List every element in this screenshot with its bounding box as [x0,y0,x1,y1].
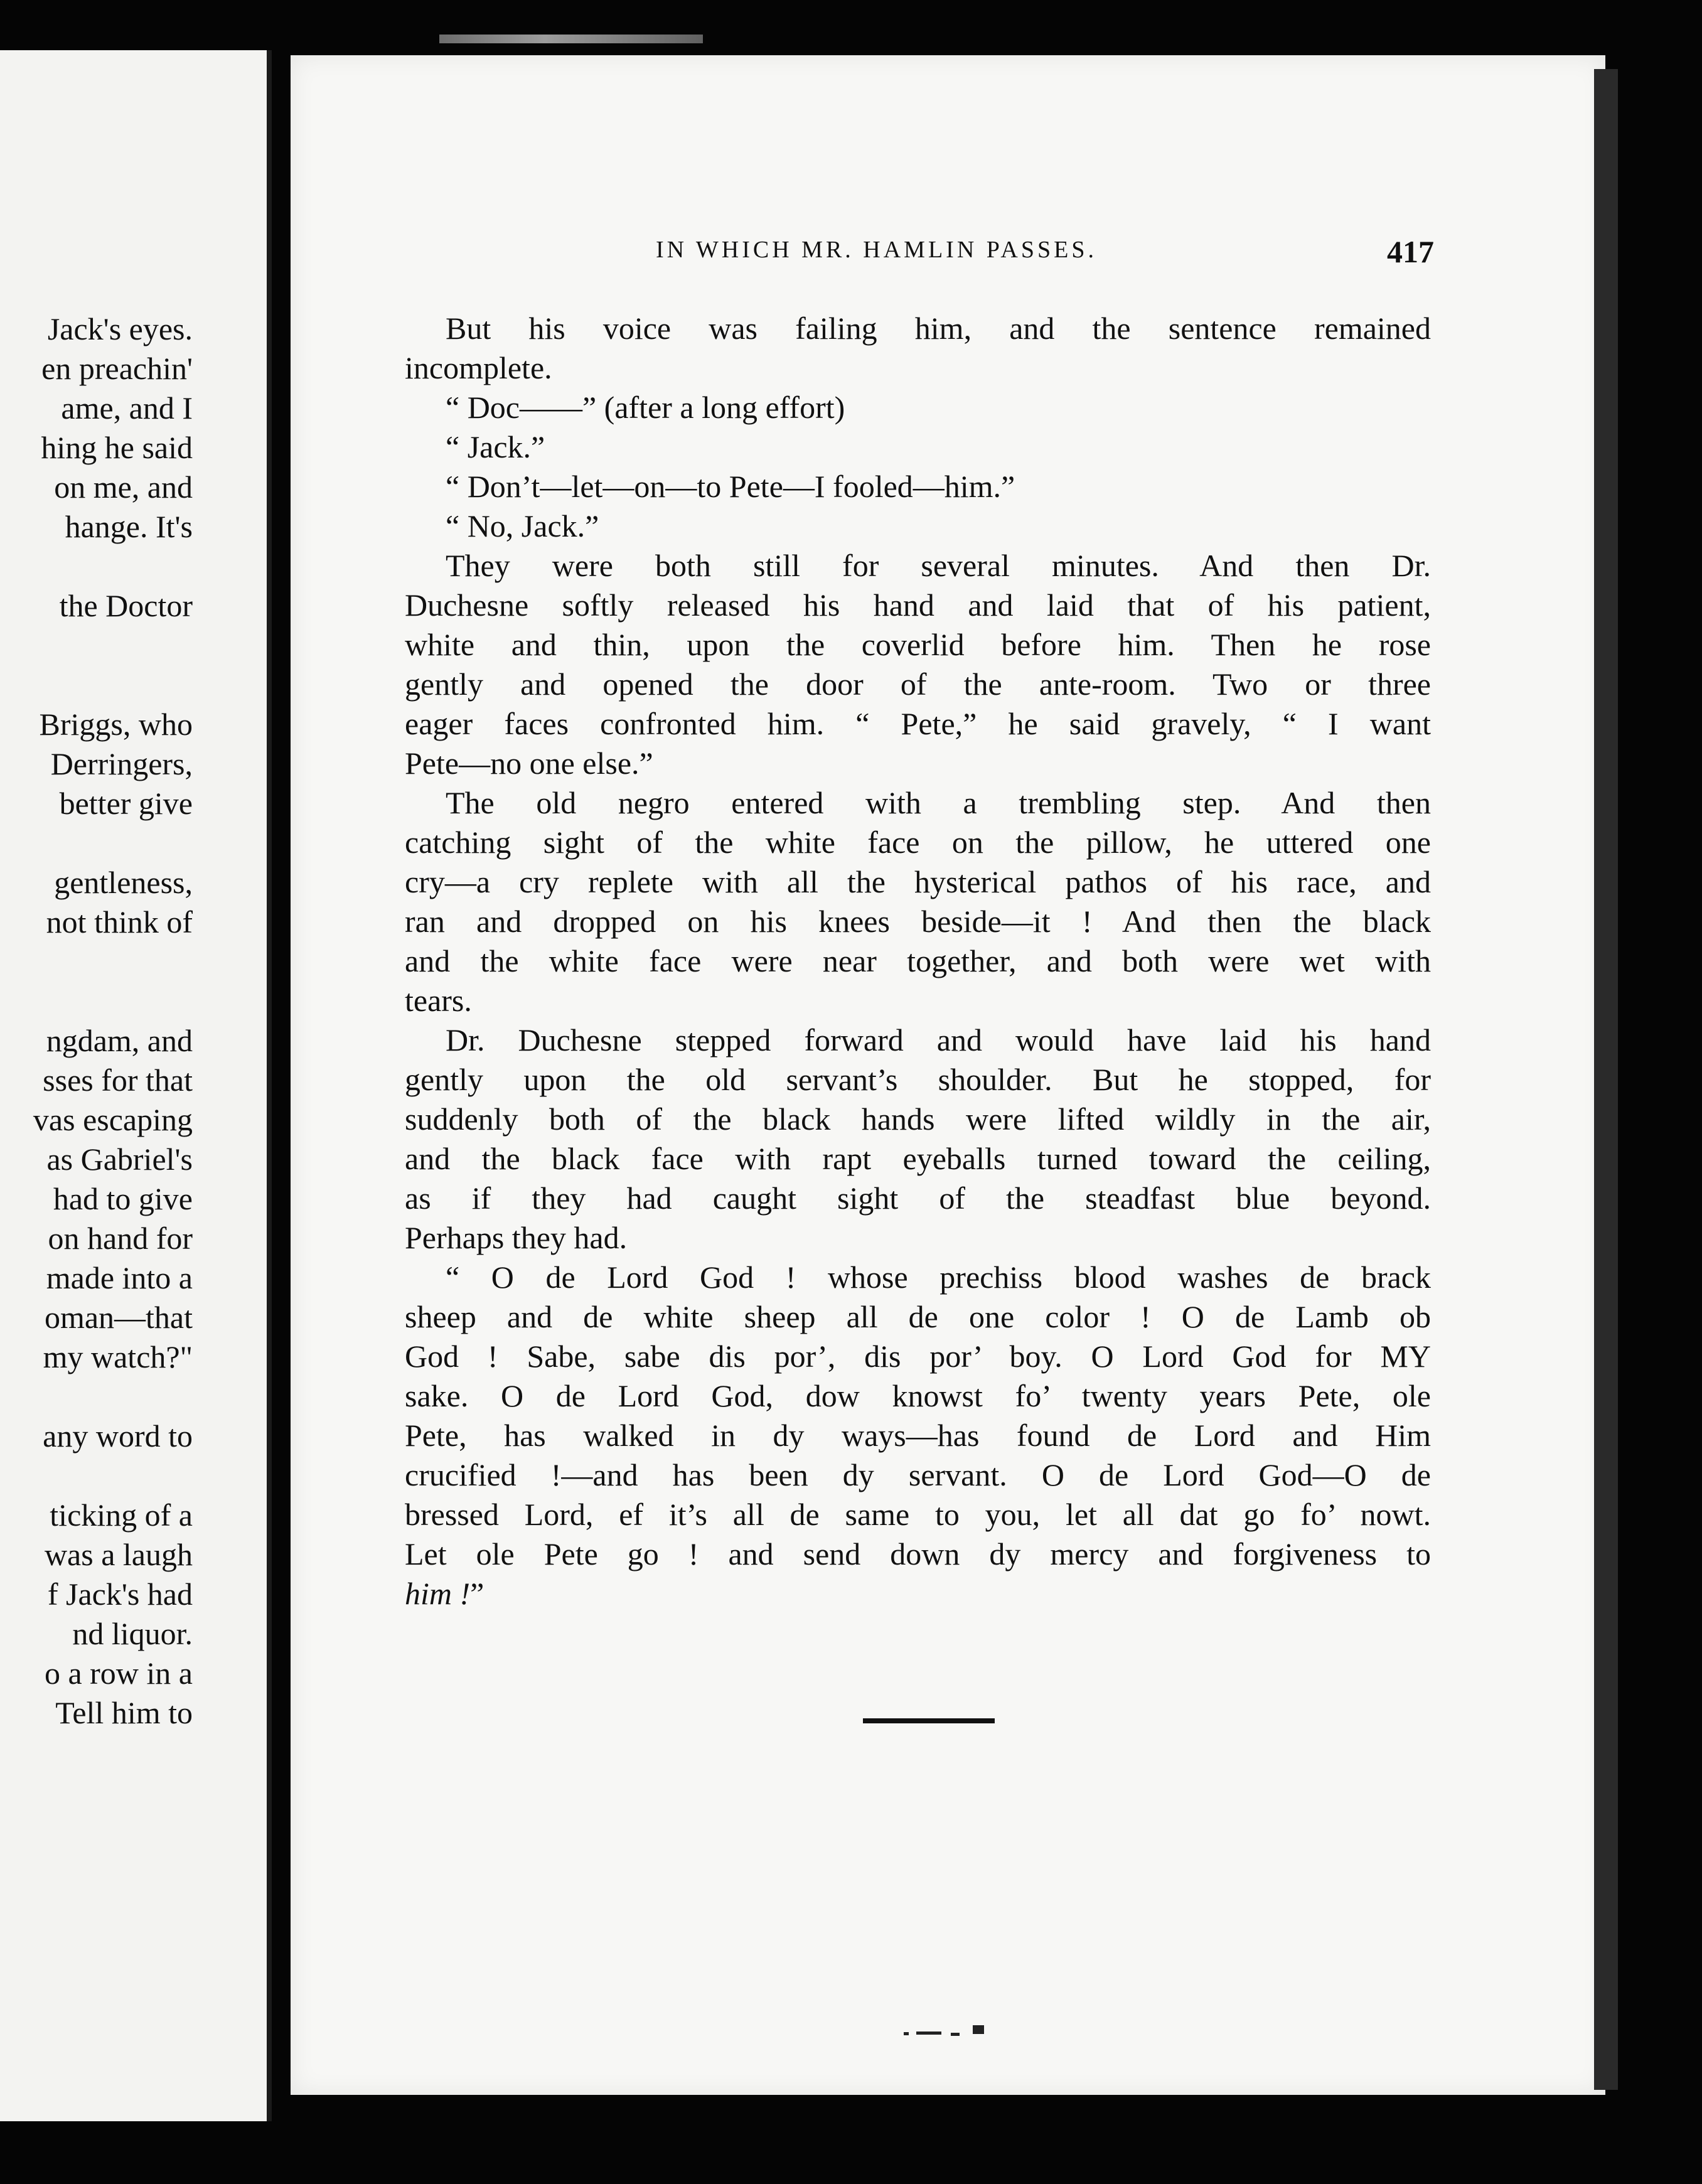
left-page-line: ticking of a [50,1497,193,1533]
left-page-line: made into a [46,1260,193,1295]
left-page-line: better give [59,786,193,821]
running-head: IN WHICH MR. HAMLIN PASSES. [656,237,1097,263]
text-line: eager faces confronted him. “ Pete,” he said gravely, “ I want [405,706,1431,741]
left-facing-page [0,50,272,2121]
left-page-line: o a row in a [44,1656,193,1691]
page-header [656,233,1434,271]
left-page-line: Jack's eyes. [47,311,193,346]
scan-specks [904,2030,1010,2037]
text-line: “ Jack.” [446,429,545,464]
text-line: Duchesne softly released his hand and laid that of his patient, [405,587,1431,623]
text-line: bressed Lord, ef it’s all de same to you, let all dat go fo’ nowt. [405,1497,1431,1532]
text-line: sake. O de Lord God, dow knowst fo’ twenty years Pete, ole [405,1378,1431,1413]
page-edge-shadow [1594,69,1618,2090]
left-page-line: any word to [43,1418,193,1453]
left-page-line: ame, and I [61,390,193,426]
text-line: Pete, has walked in dy ways—has found de Lord and Him [405,1418,1431,1453]
text-line: They were both still for several minutes. And then Dr. [446,548,1431,583]
left-page-line: nd liquor. [72,1616,193,1651]
left-page-line: sses for that [43,1063,193,1098]
text-line: and the black face with rapt eyeballs turned toward the ceiling, [405,1141,1431,1176]
text-line: God ! Sabe, sabe dis por’, dis por’ boy. O Lord God for MY [405,1339,1431,1374]
text-line: Dr. Duchesne stepped forward and would have laid his hand [446,1022,1431,1057]
page-number: 417 [1387,234,1434,269]
left-page-line: Tell him to [55,1695,193,1730]
text-line: “ Don’t—let—on—to Pete—I fooled—him.” [446,469,1015,504]
left-page-line: vas escaping [33,1102,193,1137]
left-page-line: as Gabriel's [46,1142,193,1177]
text-line: “ Doc——” (after a long effort) [446,390,845,425]
left-page-line: en preachin' [41,351,193,386]
left-page-line: ngdam, and [46,1023,193,1058]
left-page-line: oman—that [44,1300,193,1335]
text-line: “ O de Lord God ! whose prechiss blood washes de brack [446,1260,1431,1295]
left-page-line: hange. It's [65,509,193,544]
text-line: as if they had caught sight of the steadfast blue beyond. [405,1180,1431,1216]
text-line: gently and opened the door of the ante-room. Two or three [405,666,1431,702]
text-line-final [405,1574,1431,1614]
text-line: Pete—no one else.” [405,746,653,781]
left-page-line: on hand for [48,1221,193,1256]
text-line: suddenly both of the black hands were lifted wildly in the air, [405,1101,1431,1137]
italic-text: him ! [405,1576,471,1611]
text-line: cry—a cry replete with all the hysterical pathos of his race, and [405,864,1431,899]
left-page-line: Briggs, who [39,707,193,742]
text-line: gently upon the old servant’s shoulder. But he stopped, for [405,1062,1431,1097]
left-page-line: hing he said [41,430,193,465]
left-page-line: Derringers, [50,746,193,781]
text-line: ran and dropped on his knees beside—it ! And then the black [405,904,1431,939]
left-page-line: on me, and [54,469,193,505]
scan-artifact [439,35,703,43]
text-line: crucified !—and has been dy servant. O de Lord God—O de [405,1457,1431,1492]
text-line: Perhaps they had. [405,1220,628,1255]
text-line: “ No, Jack.” [446,508,599,543]
text-line: incomplete. [405,350,552,385]
left-page-line: was a laugh [44,1537,193,1572]
text-line: But his voice was failing him, and the sentence remained [446,311,1431,346]
text-line: white and thin, upon the coverlid before him. Then he rose [405,627,1431,662]
left-page-line: my watch?" [43,1339,193,1374]
text-line: sheep and de white sheep all de one color ! O de Lamb ob [405,1299,1431,1334]
section-end-rule [863,1718,995,1723]
text-line: The old negro entered with a trembling step. And then [446,785,1431,820]
left-page-line: f Jack's had [47,1576,193,1612]
text-line: tears. [405,983,472,1018]
text-line: catching sight of the white face on the pillow, he uttered one [405,825,1431,860]
left-page-line: had to give [53,1181,193,1216]
text-line: Let ole Pete go ! and send down dy mercy and forgiveness to [405,1536,1431,1571]
left-page-line: gentleness, [54,865,193,900]
text-line: and the white face were near together, and both were wet with [405,943,1431,978]
left-page-line: the Doctor [59,588,193,623]
left-page-line: not think of [46,904,193,939]
closing-quote: ” [470,1576,484,1611]
